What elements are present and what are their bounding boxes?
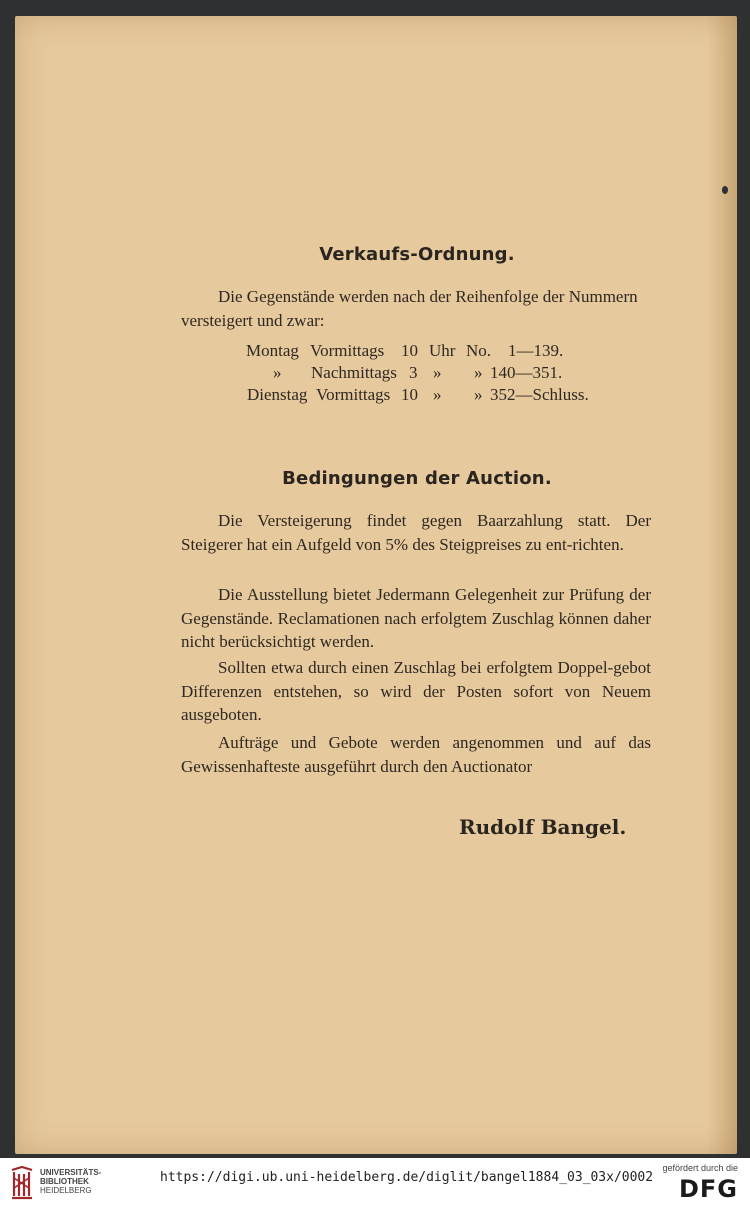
schedule-unit: Uhr bbox=[429, 341, 456, 360]
schedule-day: Dienstag bbox=[247, 385, 308, 404]
intro-line-2: versteigert und zwar: bbox=[181, 311, 325, 330]
paragraph-orders: Aufträge und Gebote werden angenommen und auf das Gewissenhafteste ausgeführt durch den Auctionator bbox=[181, 733, 651, 776]
funding-caption: gefördert durch die bbox=[662, 1163, 738, 1173]
schedule-unit: » bbox=[433, 363, 442, 382]
schedule-time-of-day: Vormittags bbox=[310, 341, 385, 360]
schedule-time-of-day: Nachmittags bbox=[311, 363, 397, 382]
schedule-unit: » bbox=[433, 385, 442, 404]
schedule-hour: 10 bbox=[401, 341, 418, 360]
schedule-range: 352—Schluss. bbox=[490, 385, 589, 404]
page-hole bbox=[722, 186, 728, 194]
schedule-hour: 10 bbox=[401, 385, 418, 404]
paragraph-payment: Die Versteigerung findet gegen Baarzahlung statt. Der Steigerer hat ein Aufgeld von 5% des Steigpreises zu ent-richten. bbox=[181, 511, 651, 554]
footer-bar bbox=[0, 1158, 750, 1209]
heading-bedingungen: Bedingungen der Auction. bbox=[282, 468, 552, 489]
schedule-range: 140—351. bbox=[490, 363, 563, 382]
library-line-1: UNIVERSITÄTS- bbox=[40, 1168, 102, 1177]
schedule-day: » bbox=[273, 363, 282, 382]
schedule-range: 1—139. bbox=[508, 341, 564, 360]
university-library-logo-icon bbox=[10, 1166, 34, 1200]
signature: Rudolf Bangel. bbox=[459, 815, 627, 839]
schedule-no-label: » bbox=[474, 385, 483, 404]
schedule-no-label: No. bbox=[466, 341, 492, 360]
schedule-no-label: » bbox=[474, 363, 483, 382]
schedule-hour: 3 bbox=[409, 363, 418, 382]
library-line-3: HEIDELBERG bbox=[40, 1186, 92, 1195]
dfg-logo: DFG bbox=[678, 1175, 738, 1203]
paragraph-exhibition: Die Ausstellung bietet Jedermann Gelegenheit zur Prüfung der Gegenstände. Reclamationen nach erfolgtem Zuschlag können daher nicht berücksichtigt werden. bbox=[181, 585, 651, 652]
schedule-day: Montag bbox=[246, 341, 299, 360]
document-url[interactable]: https://digi.ub.uni-heidelberg.de/diglit/bangel1884_03_03x/0002 bbox=[160, 1170, 654, 1185]
intro-line-1: Die Gegenstände werden nach der Reihenfolge der Nummern bbox=[218, 287, 638, 306]
schedule-time-of-day: Vormittags bbox=[316, 385, 391, 404]
university-library-name bbox=[40, 1168, 101, 1195]
heading-verkaufs-ordnung: Verkaufs-Ordnung. bbox=[319, 244, 515, 265]
paragraph-double-bid: Sollten etwa durch einen Zuschlag bei erfolgtem Doppel-gebot Differenzen entstehen, so wird der Posten sofort von Neuem ausgeboten. bbox=[181, 658, 651, 725]
library-line-2: BIBLIOTHEK bbox=[40, 1177, 89, 1186]
